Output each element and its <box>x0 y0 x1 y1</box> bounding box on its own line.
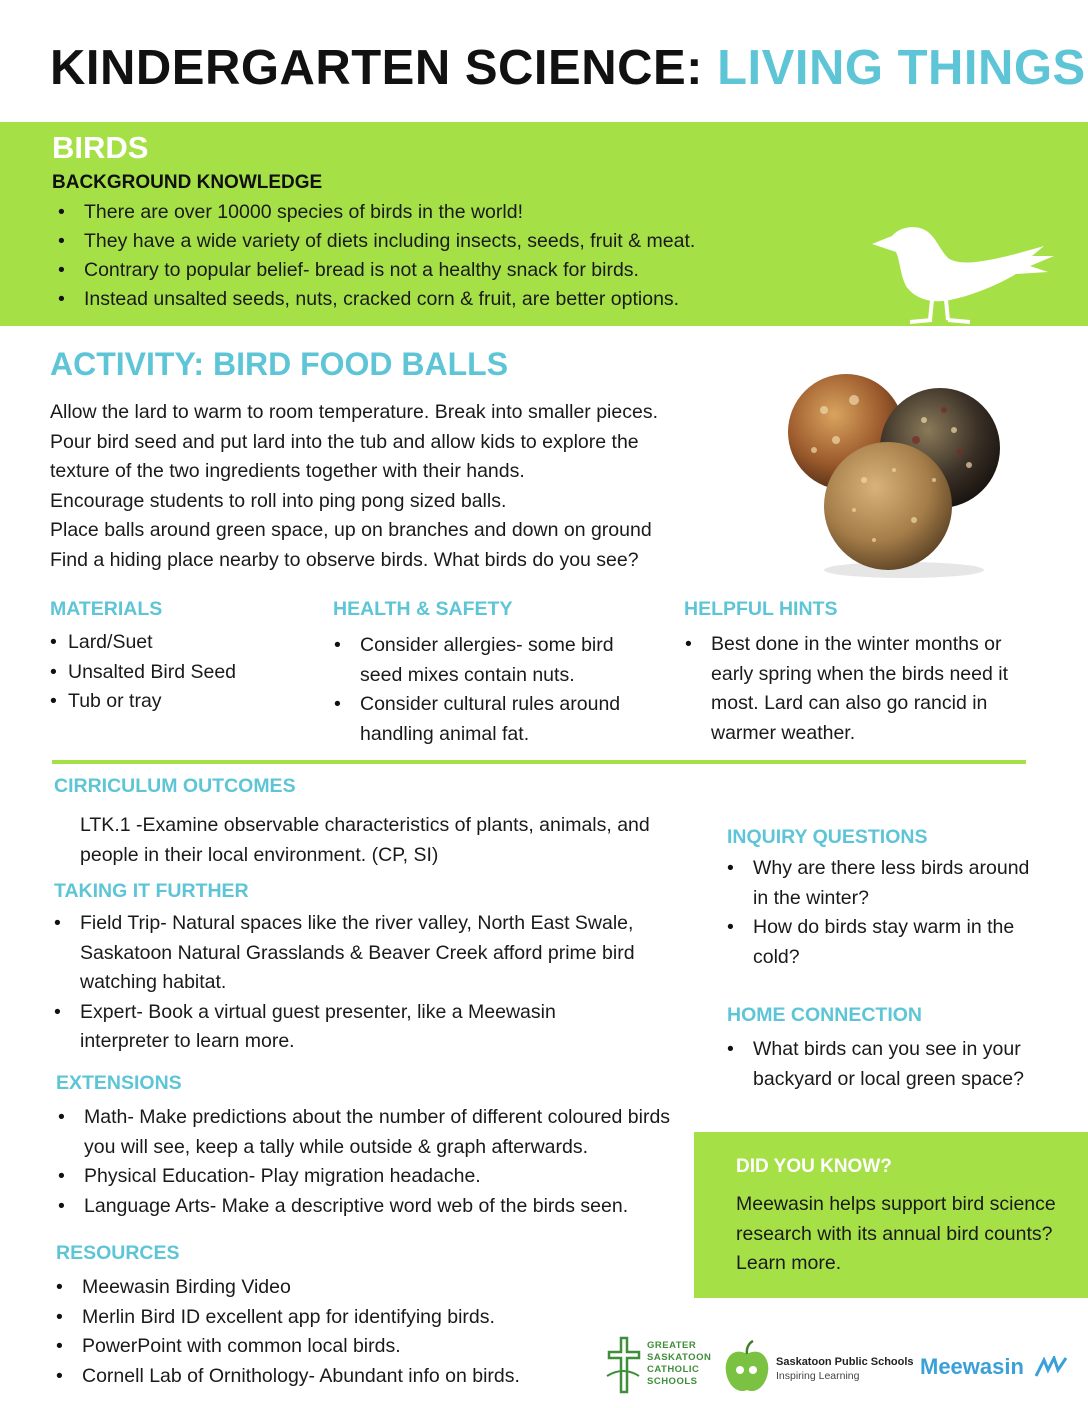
cross-logo-icon <box>603 1336 643 1396</box>
title-accent: LIVING THINGS <box>717 41 1086 95</box>
activity-title: ACTIVITY: BIRD FOOD BALLS <box>50 346 509 382</box>
list-item: • Unsalted Bird Seed <box>44 658 236 688</box>
bird-silhouette-icon <box>866 222 1056 326</box>
helpful-hints-list <box>679 630 1039 748</box>
inquiry-heading: INQUIRY QUESTIONS <box>727 826 928 848</box>
bird-food-balls-image <box>784 370 1014 580</box>
catholic-schools-logo <box>603 1336 713 1396</box>
list-item: • Instead unsalted seeds, nuts, cracked corn & fruit, are better options. <box>52 285 695 314</box>
curriculum-heading: CIRRICULUM OUTCOMES <box>54 775 296 797</box>
taking-further-list <box>48 909 698 1057</box>
catholic-logo-line: SCHOOLS <box>647 1376 698 1387</box>
instruction-line: Place balls around green space, up on branches and down on ground <box>50 519 652 542</box>
taking-further-heading: TAKING IT FURTHER <box>54 880 249 902</box>
apple-logo-icon <box>722 1340 772 1396</box>
list-item: • Consider allergies- some bird seed mixes contain nuts. <box>328 631 658 690</box>
section-divider <box>52 760 1026 764</box>
home-connection-heading: HOME CONNECTION <box>727 1004 922 1026</box>
birds-title: BIRDS <box>52 130 149 165</box>
list-item: • Physical Education- Play migration headache. <box>52 1162 692 1192</box>
resources-list <box>50 1273 610 1391</box>
instruction-line: Allow the lard to warm to room temperature. Break into smaller pieces. <box>50 401 658 423</box>
public-schools-name: Saskatoon Public Schools <box>776 1356 914 1368</box>
helpful-hints-heading: HELPFUL HINTS <box>684 598 838 620</box>
materials-list <box>44 628 236 717</box>
public-schools-logo <box>722 1340 912 1396</box>
activity-instructions <box>50 398 658 576</box>
extensions-heading: EXTENSIONS <box>56 1072 182 1094</box>
resource-link[interactable]: • Cornell Lab of Ornithology- Abundant info on birds. <box>50 1362 610 1392</box>
resources-heading: RESOURCES <box>56 1242 180 1264</box>
list-item: • How do birds stay warm in the cold? <box>721 913 1043 972</box>
catholic-logo-line: GREATER <box>647 1340 697 1351</box>
instruction-line: Pour bird seed and put lard into the tub and allow kids to explore the <box>50 430 639 453</box>
meewasin-wave-icon <box>1034 1356 1068 1378</box>
did-you-know-heading: DID YOU KNOW? <box>736 1156 892 1177</box>
list-item: • Language Arts- Make a descriptive word web of the birds seen. <box>52 1192 692 1222</box>
list-item: • Contrary to popular belief- bread is not a healthy snack for birds. <box>52 256 695 285</box>
home-connection-list <box>721 1035 1071 1094</box>
list-item: • Consider cultural rules around handling animal fat. <box>328 690 658 749</box>
list-item: • Math- Make predictions about the number of different coloured birds you will see, keep a tally while outside & graph afterwards. <box>52 1103 692 1162</box>
meewasin-logo <box>920 1354 1070 1384</box>
list-item: • What birds can you see in your backyard or local green space? <box>721 1035 1071 1094</box>
resource-link[interactable]: • Meewasin Birding Video <box>50 1273 610 1303</box>
background-facts-list <box>52 198 695 314</box>
catholic-logo-line: CATHOLIC <box>647 1364 700 1375</box>
resource-link[interactable]: • PowerPoint with common local birds. <box>50 1332 610 1362</box>
extensions-list <box>52 1103 692 1221</box>
page-title <box>50 40 1086 96</box>
health-safety-list <box>328 631 658 749</box>
list-item: • They have a wide variety of diets including insects, seeds, fruit & meat. <box>52 227 695 256</box>
catholic-logo-line: SASKATOON <box>647 1352 712 1363</box>
health-safety-heading: HEALTH & SAFETY <box>333 598 513 620</box>
instruction-line: Find a hiding place nearby to observe birds. What birds do you see? <box>50 548 639 571</box>
list-item: • Tub or tray <box>44 687 236 717</box>
curriculum-text: LTK.1 -Examine observable characteristics of plants, animals, and people in their local environment. (CP, SI) <box>80 814 650 866</box>
list-item: • Expert- Book a virtual guest presenter, like a Meewasin interpreter to learn more. <box>48 998 620 1057</box>
instruction-line: texture of the two ingredients together with their hands. <box>50 460 525 483</box>
title-main: KINDERGARTEN SCIENCE: <box>50 41 703 95</box>
materials-heading: MATERIALS <box>50 598 163 620</box>
resource-link[interactable]: • Merlin Bird ID excellent app for identifying birds. <box>50 1303 610 1333</box>
background-knowledge-heading: BACKGROUND KNOWLEDGE <box>52 172 323 193</box>
list-item: • Field Trip- Natural spaces like the river valley, North East Swale, Saskatoon Natural Grasslands & Beaver Creek afford prime bird watching habitat. <box>48 909 698 998</box>
inquiry-list <box>721 854 1071 972</box>
list-item: • Best done in the winter months or early spring when the birds need it most. Lard can also go rancid in warmer weather. <box>679 630 1039 748</box>
list-item: • There are over 10000 species of birds in the world! <box>52 198 695 227</box>
instruction-line: Encourage students to roll into ping pong sized balls. <box>50 489 507 512</box>
did-you-know-text[interactable]: Meewasin helps support bird science research with its annual bird counts? Learn more. <box>736 1193 1056 1274</box>
list-item: • Lard/Suet <box>44 628 236 658</box>
meewasin-name: Meewasin <box>920 1354 1024 1379</box>
public-schools-tagline: Inspiring Learning <box>776 1370 860 1382</box>
list-item: • Why are there less birds around in the winter? <box>721 854 1043 913</box>
